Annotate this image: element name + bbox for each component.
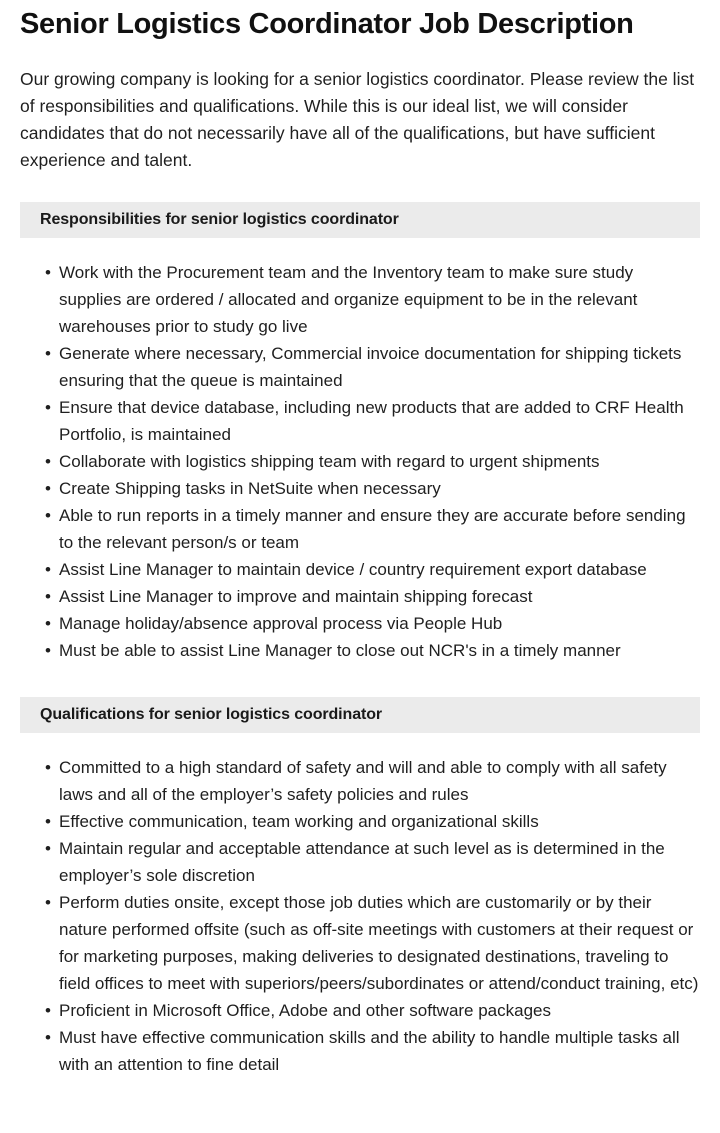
list-item: • Maintain regular and acceptable attendance at such level as is determined in the employer’s sole discretion [20,835,700,889]
list-item: • Collaborate with logistics shipping team with regard to urgent shipments [20,448,700,475]
section-header-responsibilities: Responsibilities for senior logistics coordinator [20,202,700,238]
bottom-spacer [20,1078,700,1092]
responsibilities-list [20,238,700,664]
qualifications-list [20,733,700,1078]
page-title: Senior Logistics Coordinator Job Description [20,8,634,40]
section-qualifications [20,697,700,1078]
list-item: • Proficient in Microsoft Office, Adobe and other software packages [20,997,700,1024]
list-item: • Able to run reports in a timely manner and ensure they are accurate before sending to the relevant person/s or team [20,502,700,556]
list-item: • Committed to a high standard of safety and will and able to comply with all safety laws and all of the employer’s safety policies and rules [20,754,700,808]
list-item: • Manage holiday/absence approval process via People Hub [20,610,700,637]
section-header-qualifications: Qualifications for senior logistics coordinator [20,697,700,733]
list-item: • Work with the Procurement team and the Inventory team to make sure study supplies are ordered / allocated and organize equipment to be in the relevant warehouses prior to study go live [20,259,700,340]
list-item: • Perform duties onsite, except those job duties which are customarily or by their nature performed offsite (such as off-site meetings with customers at their request or for marketing purposes, making deliveries to designated destinations, traveling to field offices to meet with superiors/peers/subordinates or attend/conduct training, etc) [20,889,700,997]
list-item: • Must have effective communication skills and the ability to handle multiple tasks all with an attention to fine detail [20,1024,700,1078]
list-item: • Generate where necessary, Commercial invoice documentation for shipping tickets ensuring that the queue is maintained [20,340,700,394]
list-item: • Assist Line Manager to improve and maintain shipping forecast [20,583,700,610]
list-item: • Ensure that device database, including new products that are added to CRF Health Portfolio, is maintained [20,394,700,448]
intro-paragraph: Our growing company is looking for a senior logistics coordinator. Please review the list of responsibilities and qualifications. While this is our ideal list, we will consider candidates that do not necessarily have all of the qualifications, but have sufficient experience and talent. [20,69,695,170]
list-item: • Effective communication, team working and organizational skills [20,808,700,835]
section-responsibilities [20,202,700,664]
list-item: • Must be able to assist Line Manager to close out NCR's in a timely manner [20,637,700,664]
list-item: • Create Shipping tasks in NetSuite when necessary [20,475,700,502]
list-item: • Assist Line Manager to maintain device / country requirement export database [20,556,700,583]
